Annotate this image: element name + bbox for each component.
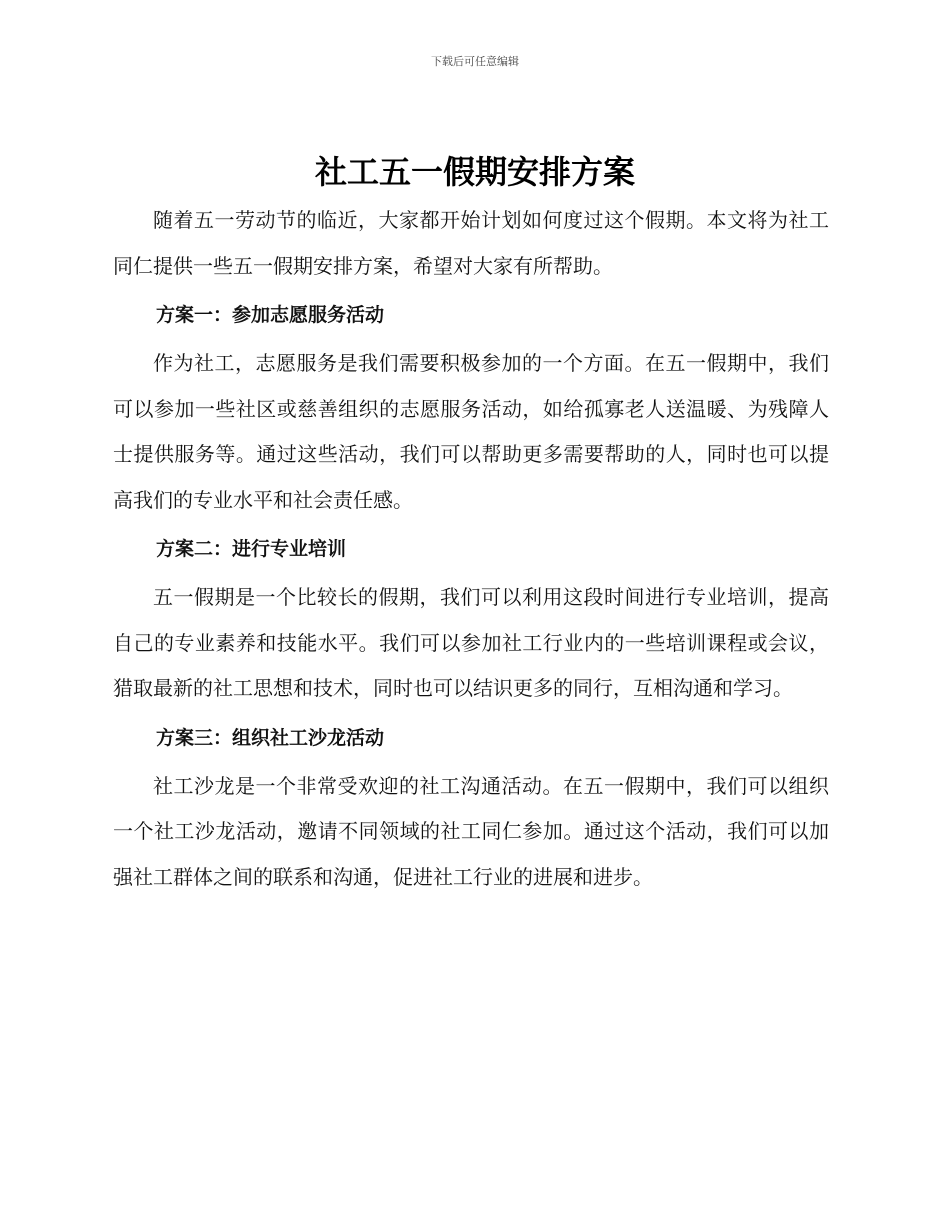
section-heading-2: 方案二：进行专业培训 (156, 538, 347, 560)
section-heading-3: 方案三：组织社工沙龙活动 (156, 726, 385, 749)
intro-paragraph: 随着五一劳动节的临近，大家都开始计划如何度过这个假期。本文将为社工同仁提供一些五一假期安排方案，希望对大家有所帮助。 (113, 208, 829, 278)
section-paragraph-3: 社工沙龙是一个非常受欢迎的社工沟通活动。在五一假期中，我们可以组织一个社工沙龙活动，邀请不同领域的社工同仁参加。通过这个活动，我们可以加强社工群体之间的联系和沟通，促进社工行业的进展和进步。 (113, 773, 829, 889)
document-title: 社工五一假期安排方案 (314, 153, 635, 191)
section-paragraph-2: 五一假期是一个比较长的假期，我们可以利用这段时间进行专业培训，提高自己的专业素养和技能水平。我们可以参加社工行业内的一些培训课程或会议，猎取最新的社工思想和技术，同时也可以结识更多的同行，互相沟通和学习。 (113, 585, 829, 700)
header-note: 下载后可任意编辑 (431, 55, 519, 68)
document-body (113, 198, 829, 900)
section-paragraph-1: 作为社工，志愿服务是我们需要积极参加的一个方面。在五一假期中，我们可以参加一些社区或慈善组织的志愿服务活动，如给孤寡老人送温暖、为残障人士提供服务等。通过这些活动，我们可以帮助更多需要帮助的人，同时也可以提高我们的专业水平和社会责任感。 (113, 351, 829, 512)
section-heading-1: 方案一：参加志愿服务活动 (156, 304, 385, 326)
